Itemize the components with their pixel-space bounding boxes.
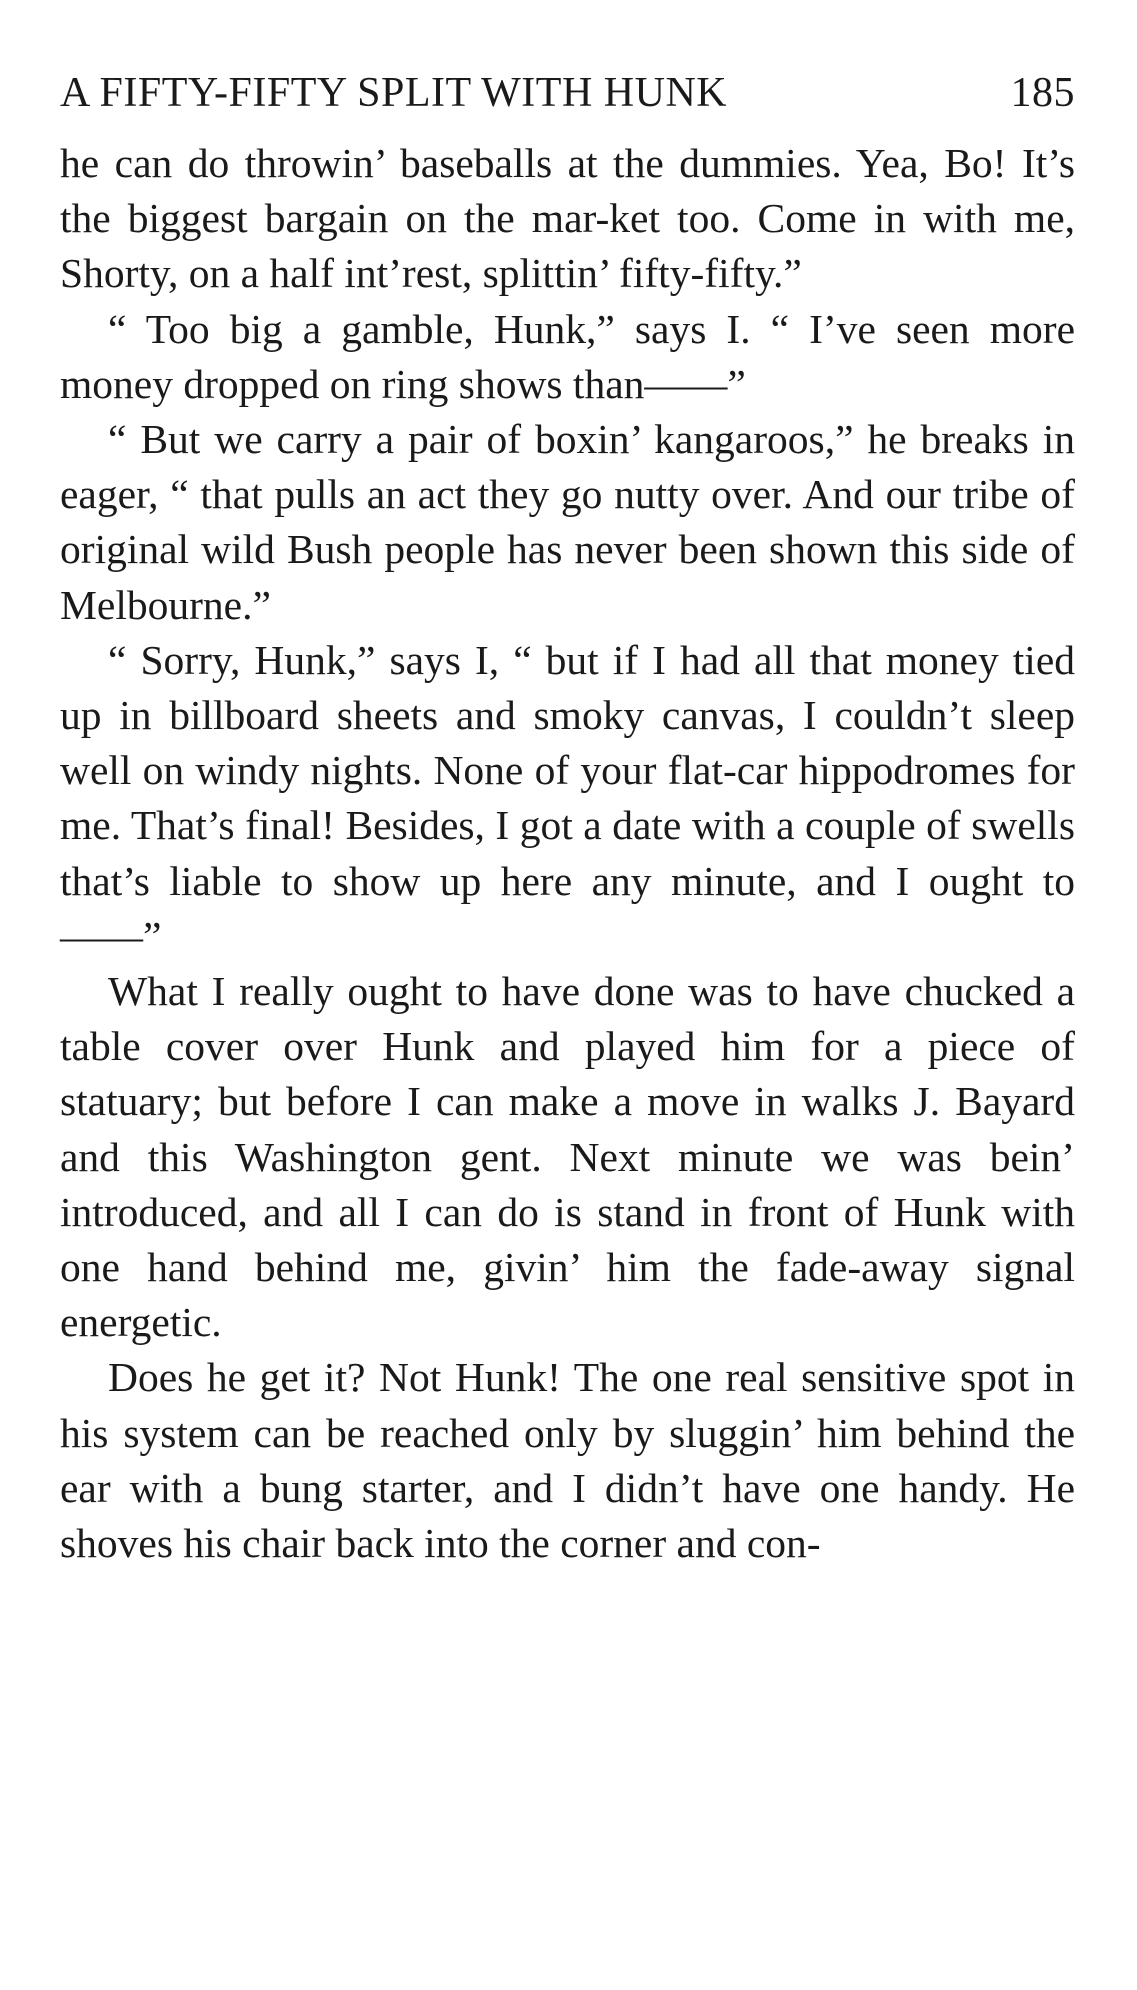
- body-text: [60, 136, 1075, 1571]
- paragraph-continued: he can do throwin’ baseballs at the dummies. Yea, Bo! It’s the biggest bargain on the mar-ket too. Come in with me, Shorty, on a half int’rest, splittin’ fifty-fifty.”: [60, 140, 1075, 297]
- paragraph: “ Too big a gamble, Hunk,” says I. “ I’ve seen more money dropped on ring shows than——”: [60, 305, 1075, 407]
- paragraph: Does he get it? Not Hunk! The one real sensitive spot in his system can be reached only by sluggin’ him behind the ear with a bung starter, and I didn’t have one handy. He shoves his chair back into the corner and con-: [60, 1354, 1075, 1567]
- running-head-title: A FIFTY-FIFTY SPLIT WITH HUNK: [60, 70, 728, 116]
- book-page: [60, 58, 1075, 1571]
- paragraph: “ Sorry, Hunk,” says I, “ but if I had all that money tied up in billboard sheets and smoky canvas, I couldn’t sleep well on windy nights. None of your flat-car hippodromes for me. That’s final! Besides, I got a date with a couple of swells that’s liable to show up here any minute, and I ought to——”: [60, 636, 1075, 959]
- paragraph: “ But we carry a pair of boxin’ kangaroos,” he breaks in eager, “ that pulls an act they go nutty over. And our tribe of original wild Bush people has never been shown this side of Melbourne.”: [60, 416, 1075, 628]
- page-number: 185: [1010, 70, 1075, 116]
- paragraph: What I really ought to have done was to have chucked a table cover over Hunk and played him for a piece of statuary; but before I can make a move in walks J. Bayard and this Washington gent. Next minute we was bein’ introduced, and all I can do is stand in front of Hunk with one hand behind me, givin’ him the fade-away signal energetic.: [60, 968, 1075, 1346]
- running-head: [60, 58, 1075, 128]
